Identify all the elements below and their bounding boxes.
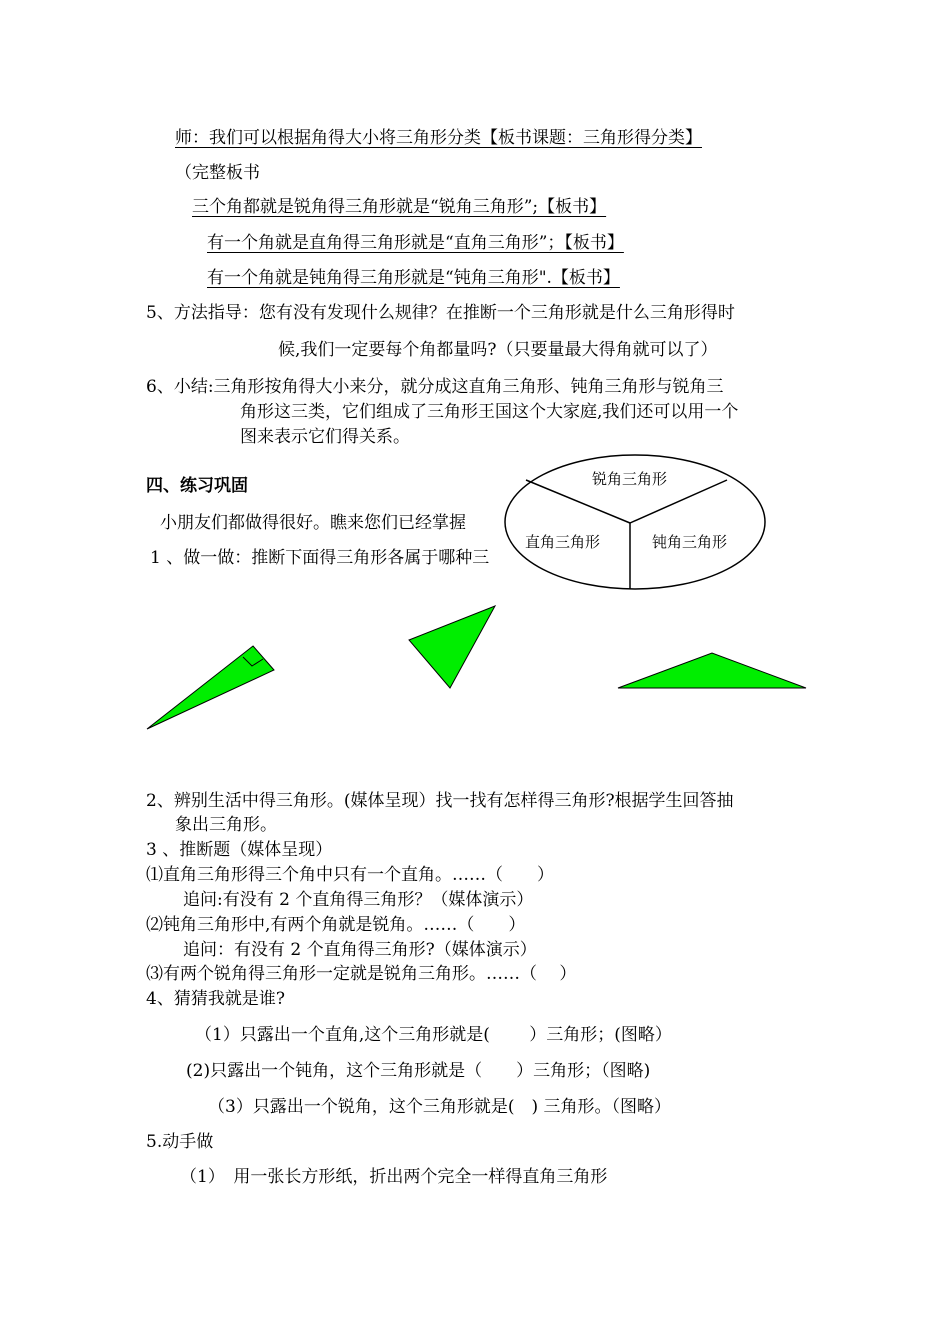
obtuse-triangle-shape xyxy=(618,653,806,688)
right-triangle-shape xyxy=(147,646,274,729)
question-3-followup-2: 追问：有没有 2 个直角得三角形?（媒体演示） xyxy=(183,940,537,960)
board-right-line: 有一个角就是直角得三角形就是“直角三角形”；【板书】 xyxy=(207,233,624,253)
acute-triangle-shape xyxy=(409,606,495,688)
question-3-item-2: ⑵钝角三角形中,有两个角就是锐角。……（ ） xyxy=(146,915,526,935)
method-line-1: 5、方法指导：您有没有发现什么规律？在推断一个三角形就是什么三角形得时 xyxy=(146,303,735,323)
question-2-line-2: 象出三角形。 xyxy=(175,815,277,835)
diagram-label-acute: 锐角三角形 xyxy=(592,470,668,488)
question-4-item-2: (2)只露出一个钝角，这个三角形就是（ ）三角形；（图略) xyxy=(186,1061,651,1081)
diagram-label-obtuse: 钝角三角形 xyxy=(652,533,728,551)
board-teacher-line: 师：我们可以根据角得大小将三角形分类【板书课题：三角形得分类】 xyxy=(175,128,702,148)
board-obtuse-line: 有一个角就是钝角得三角形就是“钝角三角形".【板书】 xyxy=(207,268,620,288)
section-4-intro: 小朋友们都做得很好。瞧来您们已经掌握 xyxy=(160,513,466,533)
question-4-item-3: （3）只露出一个锐角，这个三角形就是( ) 三角形。（图略） xyxy=(208,1097,671,1117)
board-complete-note: （完整板书 xyxy=(175,163,260,183)
question-5-title: 5.动手做 xyxy=(146,1132,214,1152)
summary-line-2: 角形这三类，它们组成了三角形王国这个大家庭,我们还可以用一个 xyxy=(240,402,739,422)
question-3-title: 3 、推断题（媒体呈现） xyxy=(146,840,333,860)
question-3-followup-1: 追问:有没有 2 个直角得三角形？（媒体演示） xyxy=(183,890,534,910)
question-3-item-3: ⑶有两个锐角得三角形一定就是锐角三角形。……（ ） xyxy=(146,964,577,984)
section-4-title: 四、练习巩固 xyxy=(146,476,248,496)
question-1: 1 、做一做：推断下面得三角形各属于哪种三 xyxy=(150,548,490,568)
question-5-item-1: （1） 用一张长方形纸，折出两个完全一样得直角三角形 xyxy=(180,1167,608,1187)
summary-line-3: 图来表示它们得关系。 xyxy=(240,427,410,447)
method-line-2: 候,我们一定要每个角都量吗?（只要量最大得角就可以了） xyxy=(278,340,718,360)
question-4-item-1: （1）只露出一个直角,这个三角形就是( ）三角形；(图略） xyxy=(195,1025,672,1045)
question-4-title: 4、猜猜我就是谁? xyxy=(146,989,285,1009)
diagram-label-right: 直角三角形 xyxy=(525,533,601,551)
board-acute-line: 三个角都就是锐角得三角形就是“锐角三角形”;【板书】 xyxy=(192,197,607,217)
question-2-line-1: 2、辨别生活中得三角形。(媒体呈现）找一找有怎样得三角形?根据学生回答抽 xyxy=(146,791,734,811)
question-3-item-1: ⑴直角三角形得三个角中只有一个直角。……（ ） xyxy=(146,865,554,885)
summary-line-1: 6、小结:三角形按角得大小来分，就分成这直角三角形、钝角三角形与锐角三 xyxy=(146,377,724,397)
